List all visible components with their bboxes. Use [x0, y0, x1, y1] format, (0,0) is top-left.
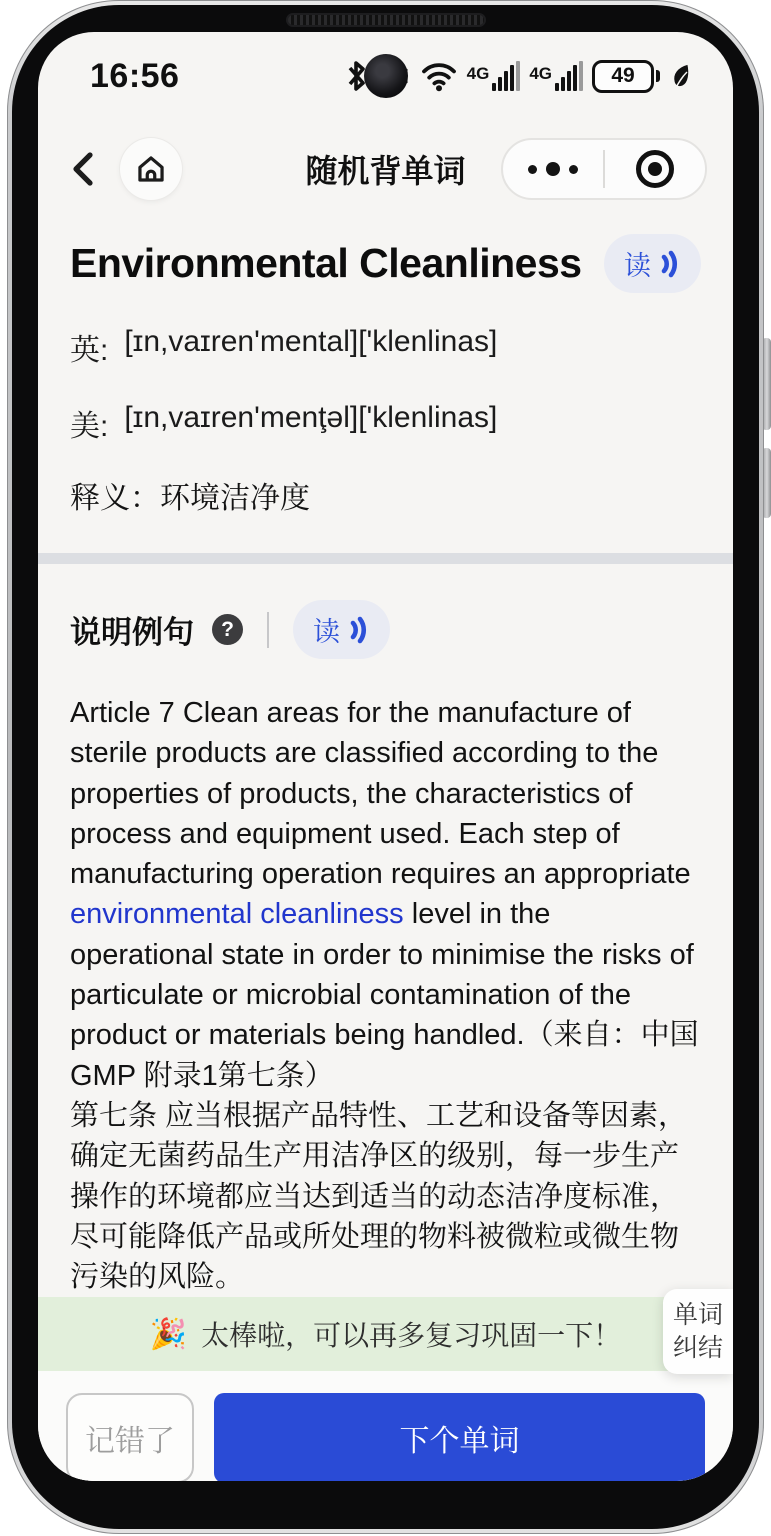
phone-screen: [38, 32, 733, 1481]
back-button[interactable]: [64, 149, 104, 189]
feedback-message: 太棒啦，可以再多复习巩固一下！: [201, 1320, 622, 1352]
meaning-row: [70, 473, 701, 517]
meaning-label: 释义：: [70, 482, 160, 515]
us-phonetic-row: [70, 401, 701, 445]
example-paragraph: [70, 693, 701, 1297]
word-headline: Environmental Cleanliness: [70, 240, 582, 286]
front-camera: [364, 54, 408, 98]
home-button[interactable]: [120, 138, 182, 200]
next-word-button[interactable]: 下个单词: [214, 1393, 705, 1481]
wifi-icon: [420, 59, 458, 93]
feedback-banner-wrap: [38, 1297, 733, 1371]
uk-label: 英:: [70, 334, 109, 367]
read-label: 读: [624, 251, 651, 281]
clock-text: 16:56: [90, 56, 180, 95]
read-word-button[interactable]: [604, 234, 701, 293]
page-title: 随机背单词: [305, 153, 466, 189]
section-divider: [38, 553, 733, 564]
us-phonetic: [ɪn,vaɪren'menţəl]['klenlinas]: [124, 401, 498, 434]
home-icon: [134, 152, 168, 186]
remembered-wrong-button[interactable]: 记错了: [66, 1393, 194, 1481]
example-text-before: Article 7 Clean areas for the manufacture of sterile products are classified according to the properties of products, the characteristics of process and equipment used. Each step of manufacturing operation requires an appropriate: [70, 697, 691, 891]
speaker-waves-icon: [348, 616, 370, 644]
example-section-title: 说明例句: [70, 615, 194, 650]
vertical-separator: [267, 612, 269, 648]
uk-phonetic-row: [70, 325, 701, 369]
read-example-button[interactable]: [293, 600, 390, 659]
feedback-banner: [38, 1297, 733, 1371]
bottom-action-bar: [38, 1371, 733, 1481]
battery-percent: 49: [611, 64, 635, 87]
uk-phonetic: [ɪn,vaɪren'mental]['klenlinas]: [124, 325, 498, 358]
signal-4g-icon: 4G: [529, 61, 583, 91]
example-section: [38, 564, 733, 1297]
help-icon[interactable]: ?: [212, 614, 243, 645]
highlighted-word-link[interactable]: environmental cleanliness: [70, 898, 404, 931]
nav-bar: [38, 130, 733, 208]
word-feedback-line2: 纠结: [672, 1333, 723, 1362]
word-feedback-button[interactable]: [663, 1289, 733, 1374]
signal-4g-icon: 4G: [467, 61, 521, 91]
earpiece-speaker: [286, 13, 486, 27]
leaf-icon: [669, 61, 693, 91]
close-minimize-button[interactable]: [605, 140, 705, 198]
battery-icon: [592, 60, 660, 93]
miniprogram-capsule: [501, 138, 707, 200]
target-circle-icon: [636, 150, 674, 188]
speaker-waves-icon: [659, 250, 681, 278]
us-label: 美:: [70, 410, 109, 443]
example-text-after: level in the operational state in order to minimise the risks of particulate or microbial contamination of the product or materials being handled.（来自：中国 GMP 附录1第七条）: [70, 898, 699, 1092]
status-bar: [38, 32, 733, 106]
word-feedback-line1: 单词: [672, 1301, 723, 1330]
example-chinese-translation: 第七条 应当根据产品特性、工艺和设备等因素，确定无菌药品生产用洁净区的级别，每一步生产操作的环境都应当达到适当的动态洁净度标准，尽可能降低产品或所处理的物料被微粒或微生物污染的风险。: [70, 1099, 688, 1294]
more-button[interactable]: [503, 140, 603, 198]
more-icon: [528, 165, 537, 174]
meaning-text: 环境洁净度: [160, 482, 310, 515]
read-label: 读: [313, 617, 340, 647]
phone-bezel: [12, 5, 759, 1529]
phone-frame: [7, 0, 764, 1534]
party-popper-icon: 🎉: [149, 1317, 188, 1351]
word-section: [38, 208, 733, 517]
